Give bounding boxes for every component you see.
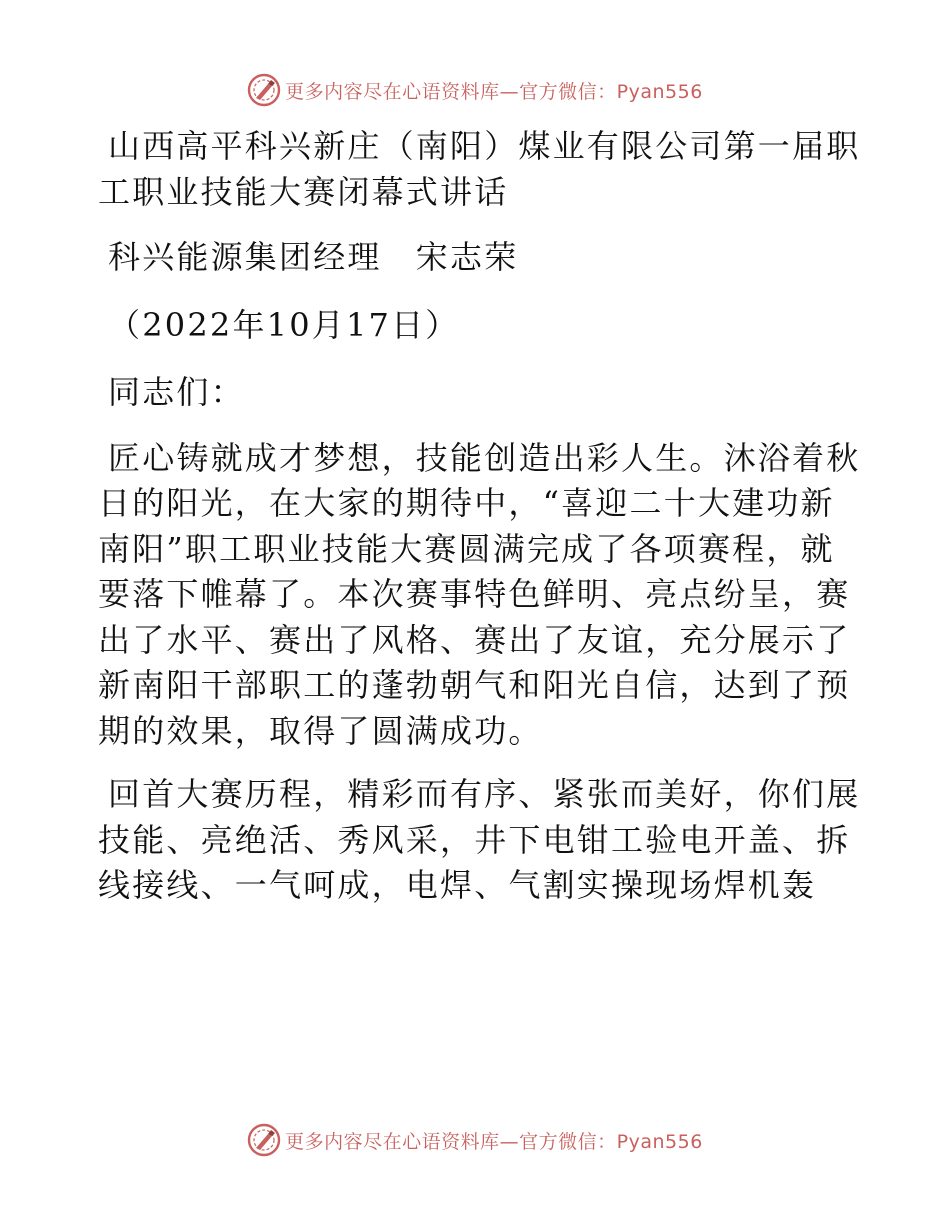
paragraph: 回首大赛历程，精彩而有序、紧张而美好，你们展技能、亮绝活、秀风采，井下电钳工验电开盖、拆线接线、一气呵成，电焊、气割实操现场焊机轰: [98, 775, 861, 904]
document-title: 山西高平科兴新庄（南阳）煤业有限公司第一届职工职业技能大赛闭幕式讲话: [98, 127, 861, 211]
header-watermark: [0, 70, 950, 110]
watermark-text: 更多内容尽在心语资料库—官方微信：Pyan556: [285, 80, 703, 103]
watermark-text: 更多内容尽在心语资料库—官方微信：Pyan556: [285, 1130, 703, 1153]
pen-nib-circle-icon: [247, 73, 281, 107]
pen-nib-circle-icon: [247, 1123, 281, 1157]
greeting: 同志们：: [108, 373, 245, 411]
document-body: [98, 124, 868, 927]
footer-watermark: [0, 1120, 950, 1160]
paragraph: 匠心铸就成才梦想，技能创造出彩人生。沐浴着秋日的阳光，在大家的期待中，“喜迎二十大建功新南阳”职工职业技能大赛圆满完成了各项赛程，就要落下帷幕了。本次赛事特色鲜明、亮点纷呈，赛出了水平、赛出了风格、赛出了友谊，充分展示了新南阳干部职工的蓬勃朝气和阳光自信，达到了预期的效果，取得了圆满成功。: [98, 438, 861, 750]
speech-date: （2022年10月17日）: [108, 305, 460, 344]
author-byline: 科兴能源集团经理 宋志荣: [108, 238, 519, 276]
